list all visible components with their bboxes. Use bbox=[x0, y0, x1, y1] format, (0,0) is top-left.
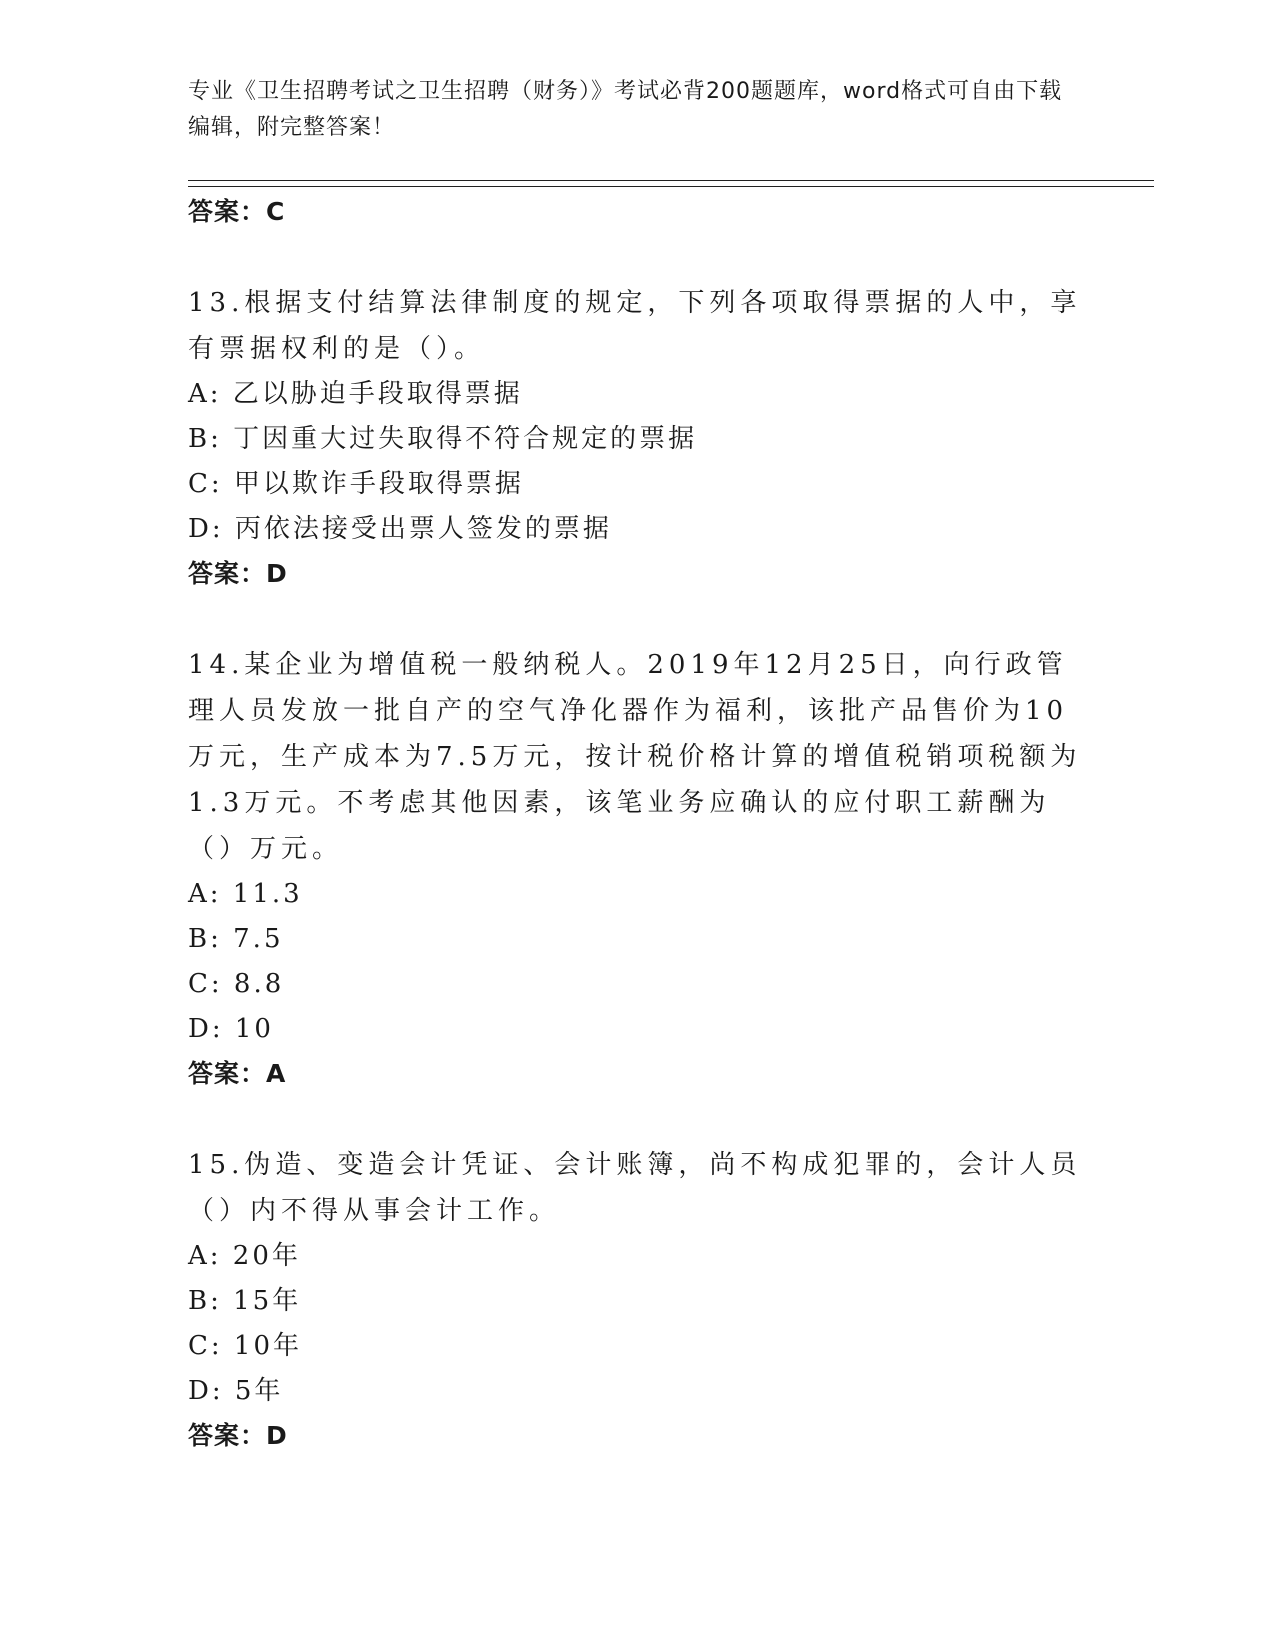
question-14 bbox=[188, 642, 1088, 1096]
question-text: 13.根据支付结算法律制度的规定，下列各项取得票据的人中，享有票据权利的是（）。 bbox=[188, 288, 1082, 364]
question-text: 15.伪造、变造会计凭证、会计账簿，尚不构成犯罪的，会计人员（）内不得从事会计工作。 bbox=[188, 1150, 1082, 1226]
previous-answer: 答案：C bbox=[188, 197, 286, 226]
answer: 答案：D bbox=[188, 1421, 288, 1450]
option-b: B: 15年 bbox=[188, 1286, 302, 1316]
header-divider bbox=[188, 180, 1154, 181]
option-a: A: 乙以胁迫手段取得票据 bbox=[188, 379, 523, 409]
option-c: C: 10年 bbox=[188, 1331, 303, 1361]
option-d: D: 丙依法接受出票人签发的票据 bbox=[188, 514, 612, 544]
answer: 答案：A bbox=[188, 1059, 287, 1088]
question-list bbox=[188, 190, 1088, 1458]
question-13 bbox=[188, 280, 1088, 596]
option-b: B: 丁因重大过失取得不符合规定的票据 bbox=[188, 424, 698, 454]
header-divider-second bbox=[188, 186, 1154, 187]
option-a: A: 11.3 bbox=[188, 879, 303, 909]
option-d: D: 5年 bbox=[188, 1376, 284, 1406]
document-header: 专业《卫生招聘考试之卫生招聘（财务）》考试必背200题题库，word格式可自由下载编辑，附完整答案！ bbox=[188, 79, 1063, 140]
option-a: A: 20年 bbox=[188, 1241, 301, 1271]
option-c: C: 甲以欺诈手段取得票据 bbox=[188, 469, 524, 499]
option-b: B: 7.5 bbox=[188, 924, 284, 954]
answer: 答案：D bbox=[188, 559, 288, 588]
question-text: 14.某企业为增值税一般纳税人。2019年12月25日，向行政管理人员发放一批自产的空气净化器作为福利，该批产品售价为10万元，生产成本为7.5万元，按计税价格计算的增值税销项税额为1.3万元。不考虑其他因素，该笔业务应确认的应付职工薪酬为（）万元。 bbox=[188, 650, 1082, 864]
option-d: D: 10 bbox=[188, 1014, 274, 1044]
option-c: C: 8.8 bbox=[188, 969, 285, 999]
question-15 bbox=[188, 1142, 1088, 1458]
